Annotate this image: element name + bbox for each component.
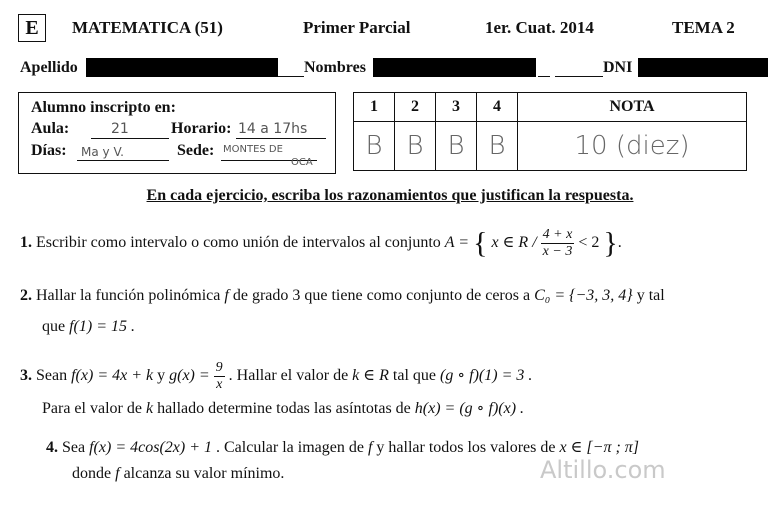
grades-header-row <box>354 93 747 122</box>
q3-text-b: tal que <box>392 367 436 385</box>
q4-sea: Sea <box>62 439 86 456</box>
nombres-label: Nombres <box>304 59 366 76</box>
q2-text-c: y tal <box>636 287 665 304</box>
grades-value-row <box>354 122 747 171</box>
grade-nota-value: 10 (diez) <box>518 122 747 171</box>
grade-header-nota: NOTA <box>518 93 747 122</box>
student-box-heading: Alumno inscripto en: <box>31 99 176 116</box>
aula-value: 21 <box>111 121 129 137</box>
question-1: 1. Escribir como intervalo o como unión de intervalos al conjunto A = { x ∈ R / $\frac{4 + x}{x - 3}$ < 2 }. <box>20 226 622 260</box>
q4-interval: x ∈ [−π ; π] <box>559 439 640 456</box>
question-2-line-2 <box>42 318 135 336</box>
q3-k-in: k ∈ R <box>352 367 389 385</box>
q3-g-den: x <box>216 377 223 392</box>
q3-line2-b: hallado determine todas las asíntotas de <box>157 400 411 417</box>
nombres-underline-b <box>555 58 603 77</box>
question-3 <box>20 360 532 393</box>
watermark-logo: Altillo.com <box>540 456 666 484</box>
q4-f: f <box>367 439 373 456</box>
sede-label: Sede: <box>177 142 215 159</box>
exam-period: 1er. Cuat. 2014 <box>485 18 594 37</box>
q3-text-a: . Hallar el valor de <box>228 367 349 385</box>
grades-table <box>353 92 747 171</box>
dias-label: Días: <box>31 142 67 159</box>
q1-set-lhs: A = <box>444 234 470 252</box>
q1-number: 1. <box>20 234 32 252</box>
q2-number: 2. <box>20 287 32 304</box>
grade-mark-2: B <box>395 122 436 171</box>
q3-h-def: h(x) = (g ∘ f)(x) . <box>414 400 525 417</box>
q4-line2-b: alcanza su valor mínimo. <box>123 465 285 482</box>
student-info-box <box>18 92 336 174</box>
exam-letter: E <box>25 17 39 39</box>
q1-brace-close: } <box>603 226 618 260</box>
exam-letter-box <box>18 14 46 42</box>
q3-g-num: 9 <box>215 360 223 375</box>
aula-label: Aula: <box>31 120 70 137</box>
aula-line <box>91 120 169 139</box>
sede-value-2: OCA <box>291 157 313 168</box>
dni-label: DNI <box>603 59 633 76</box>
q3-number: 3. <box>20 367 32 385</box>
q4-text-b: y hallar todos los valores de <box>376 439 556 456</box>
q2-text-a: Hallar la función polinómica <box>36 287 221 304</box>
q1-brace-open: { <box>473 226 488 260</box>
q1-fraction <box>541 227 575 260</box>
q2-f: f <box>224 287 229 304</box>
dni-redaction <box>638 58 768 77</box>
horario-label: Horario: <box>171 120 232 137</box>
q1-frac-den: x − 3 <box>542 244 573 259</box>
nombres-underline-a <box>538 58 550 77</box>
q3-sean: Sean <box>36 367 68 385</box>
question-4 <box>46 437 639 457</box>
apellido-label: Apellido <box>20 59 78 76</box>
question-2 <box>20 287 665 305</box>
q4-text-a: . Calcular la imagen de <box>216 439 364 456</box>
q2-line2: que <box>42 318 66 335</box>
q4-line2-a: donde <box>72 465 112 482</box>
q4-f-def: f(x) = 4cos(2x) + 1 <box>89 439 212 456</box>
q4-number: 4. <box>46 439 58 456</box>
horario-value: 14 a 17hs <box>238 121 308 137</box>
q3-y: y <box>157 367 166 385</box>
grade-header-2: 2 <box>395 93 436 122</box>
apellido-underline <box>278 58 304 77</box>
q3-g-lhs: g(x) = <box>169 367 210 385</box>
question-3-line-2 <box>42 398 524 418</box>
grade-mark-4: B <box>477 122 518 171</box>
q3-line2-a: Para el valor de <box>42 400 142 417</box>
q2-cond: f(1) = 15 . <box>69 318 136 335</box>
exam-theme: TEMA 2 <box>672 18 735 37</box>
q2-zeros: C₀ = {−3, 3, 4} <box>534 287 633 304</box>
subject-title: MATEMATICA (51) <box>72 18 223 37</box>
exam-name: Primer Parcial <box>303 18 411 37</box>
grade-mark-3: B <box>436 122 477 171</box>
dias-value: Ma y V. <box>81 145 124 159</box>
q1-ineq: < 2 <box>578 234 600 252</box>
grade-header-3: 3 <box>436 93 477 122</box>
apellido-redaction <box>86 58 278 77</box>
q3-f-def: f(x) = 4x + k <box>71 367 154 385</box>
q3-comp-cond: (g ∘ f)(1) = 3 . <box>439 367 533 385</box>
grade-header-1: 1 <box>354 93 395 122</box>
q1-frac-num: 4 + x <box>542 227 573 242</box>
nombres-redaction <box>373 58 536 77</box>
grade-header-4: 4 <box>477 93 518 122</box>
q1-text: Escribir como intervalo o como unión de intervalos al conjunto <box>36 234 441 252</box>
grade-mark-1: B <box>354 122 395 171</box>
q1-set-cond: x ∈ R / <box>491 234 537 252</box>
q4-line2-f: f <box>115 465 120 482</box>
q3-g-fraction <box>214 360 225 393</box>
sede-value-1: MONTES DE <box>223 144 283 155</box>
q2-text-b: de grado 3 que tiene como conjunto de ceros a <box>232 287 531 304</box>
q3-k: k <box>145 400 154 417</box>
question-4-line-2 <box>72 465 284 483</box>
instructions: En cada ejercicio, escriba los razonamientos que justifican la respuesta. <box>146 187 634 204</box>
